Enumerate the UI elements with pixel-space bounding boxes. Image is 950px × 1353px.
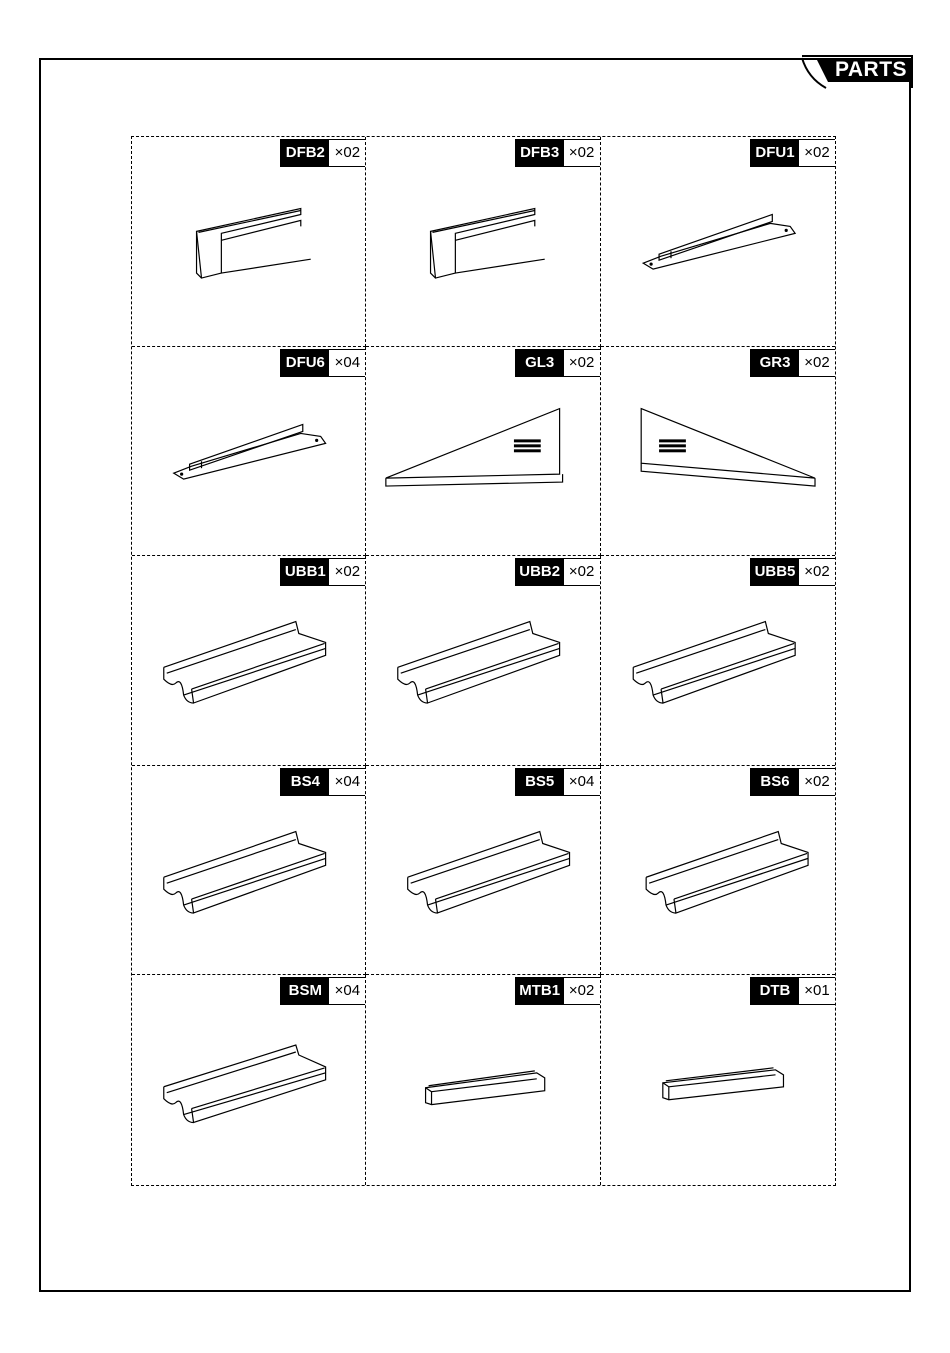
part-code: UBB5 xyxy=(751,559,799,585)
part-code: UBB1 xyxy=(281,559,329,585)
part-cell xyxy=(132,975,366,1185)
part-cell xyxy=(132,347,366,557)
part-quantity: ×04 xyxy=(568,772,595,790)
part-quantity: ×02 xyxy=(334,563,361,581)
part-cell xyxy=(366,347,600,557)
part-cell xyxy=(601,347,835,557)
rib-profile-drawing xyxy=(601,556,835,765)
left-gusset-drawing xyxy=(366,347,599,556)
part-code: DFB2 xyxy=(281,140,329,166)
part-quantity: ×04 xyxy=(334,772,361,790)
part-quantity: ×02 xyxy=(804,144,830,161)
rib-profile-drawing xyxy=(132,556,365,765)
channel-part-drawing xyxy=(132,137,365,346)
flat-rail-part-drawing xyxy=(132,347,365,556)
part-cell xyxy=(132,137,366,347)
part-quantity: ×02 xyxy=(568,563,595,581)
part-quantity: ×02 xyxy=(334,144,361,161)
part-quantity: ×02 xyxy=(568,353,595,371)
rib-profile-drawing xyxy=(366,556,599,765)
parts-tab xyxy=(800,54,914,90)
parts-title: PARTS xyxy=(834,58,908,81)
rib-profile-drawing xyxy=(601,766,835,975)
part-code: GL3 xyxy=(516,350,564,376)
rib-profile-drawing xyxy=(366,766,599,975)
flat-rail-part-drawing xyxy=(601,137,835,346)
part-cell xyxy=(601,556,835,766)
part-quantity: ×04 xyxy=(334,353,361,371)
part-quantity: ×02 xyxy=(804,353,830,371)
part-quantity: ×01 xyxy=(804,982,830,1000)
part-code: DFU6 xyxy=(281,350,329,376)
part-code: BS4 xyxy=(281,769,329,795)
part-quantity: ×02 xyxy=(568,982,595,1000)
part-code: BSM xyxy=(281,978,329,1004)
part-cell xyxy=(366,975,600,1185)
part-code: UBB2 xyxy=(516,559,564,585)
part-cell xyxy=(366,766,600,976)
part-quantity: ×04 xyxy=(334,982,361,1000)
part-quantity: ×02 xyxy=(804,772,830,790)
part-quantity: ×02 xyxy=(568,144,595,161)
channel-part-drawing xyxy=(366,137,599,346)
right-gusset-drawing xyxy=(601,347,835,556)
parts-grid xyxy=(131,136,836,1186)
rib-profile-drawing xyxy=(132,766,365,975)
short-trim-drawing xyxy=(601,975,835,1185)
part-cell xyxy=(601,975,835,1185)
part-cell xyxy=(366,137,600,347)
part-code: BS6 xyxy=(751,769,799,795)
part-code: DTB xyxy=(751,978,799,1004)
part-code: DFU1 xyxy=(751,140,799,166)
part-cell xyxy=(601,766,835,976)
part-cell xyxy=(601,137,835,347)
part-cell xyxy=(366,556,600,766)
rib-profile-drawing xyxy=(132,975,365,1185)
part-code: DFB3 xyxy=(516,140,564,166)
part-code: MTB1 xyxy=(516,978,564,1004)
part-code: GR3 xyxy=(751,350,799,376)
short-trim-drawing xyxy=(366,975,599,1185)
part-cell xyxy=(132,766,366,976)
part-quantity: ×02 xyxy=(804,563,830,581)
part-cell xyxy=(132,556,366,766)
part-code: BS5 xyxy=(516,769,564,795)
